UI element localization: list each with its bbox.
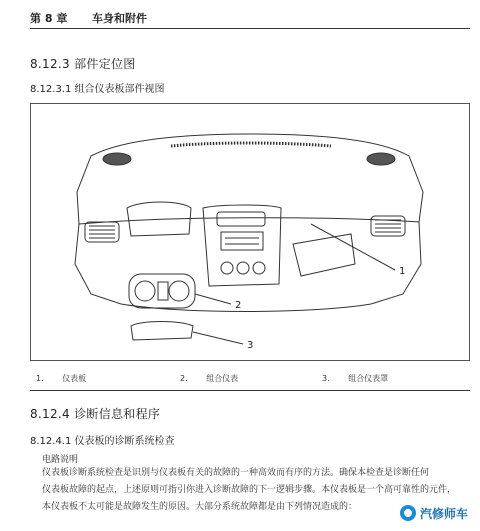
chapter-title: 车身和附件	[92, 12, 147, 25]
caption-2: 2. 组合仪表	[180, 374, 239, 383]
subsection-number: 8.12.3.1	[30, 84, 72, 95]
subsection2-title: 仪表板的诊断系统检查	[74, 436, 175, 447]
climate-knob-left	[221, 262, 233, 274]
climate-knob-right	[253, 262, 265, 274]
section2-number: 8.12.4	[30, 407, 70, 421]
subsection-title: 组合仪表板部件视图	[74, 84, 165, 95]
section-title: 部件定位图	[74, 57, 136, 71]
section-heading	[30, 55, 136, 72]
cluster-trim	[131, 322, 193, 341]
callout-3: 3	[247, 340, 254, 351]
glovebox	[293, 234, 355, 276]
section2-heading	[30, 405, 160, 422]
defroster-vents	[171, 143, 331, 146]
subsection2-number: 8.12.4.1	[30, 436, 72, 447]
radio-unit	[221, 232, 263, 250]
tachometer	[135, 281, 155, 301]
center-vents	[217, 212, 265, 226]
subsection-heading	[30, 80, 165, 95]
subsection2-heading	[30, 432, 175, 447]
leader-line-1	[311, 224, 395, 270]
body-line-3: 本仪表板不太可能是故障发生的原因。大部分系统故障都是由下列情况造成的：	[42, 502, 358, 512]
radio-buttons	[225, 238, 259, 244]
left-speaker	[103, 153, 131, 165]
watermark-logo-icon	[400, 505, 416, 521]
cluster-display	[158, 282, 168, 300]
chapter-number: 第 8 章	[30, 12, 68, 25]
circuit-description-heading: 电路说明	[42, 455, 79, 465]
left-side-vent	[85, 222, 119, 242]
right-vent-slats	[375, 220, 401, 232]
callout-1: 1	[399, 266, 406, 277]
chapter-header	[30, 10, 470, 26]
climate-knob-center	[237, 262, 249, 274]
dashboard-figure	[30, 103, 470, 361]
callout-2: 2	[235, 300, 242, 311]
left-vent-slats	[89, 226, 115, 238]
right-side-vent	[371, 216, 405, 236]
right-side-panel	[371, 222, 421, 304]
right-speaker	[367, 153, 395, 165]
watermark-text: 汽修师车	[419, 506, 468, 521]
caption-rule	[30, 390, 470, 391]
speedometer	[169, 281, 189, 301]
dashboard-line-drawing	[31, 104, 469, 360]
watermark	[396, 503, 472, 523]
caption-1: 1. 仪表板	[36, 374, 87, 383]
body-line-2: 仪表板故障的起点，上述原则可指引你进入诊断故障的下一逻辑步骤。本仪表板是一个高可靠性的元件，	[42, 485, 457, 495]
dashboard-top-outline	[77, 134, 423, 224]
leader-line-3	[193, 332, 243, 344]
header-rule	[30, 28, 470, 29]
leader-line-2	[195, 294, 231, 304]
section2-title: 诊断信息和程序	[74, 407, 161, 421]
instrument-cluster	[129, 274, 195, 308]
left-side-panel	[75, 224, 121, 304]
body-line-1: 仪表板诊断系统检查是识别与仪表板有关的故障的一种高效而有序的方法。确保本检查是诊断任何	[42, 468, 430, 478]
section-number: 8.12.3	[30, 57, 70, 71]
caption-3: 3. 组合仪表罩	[322, 374, 389, 383]
